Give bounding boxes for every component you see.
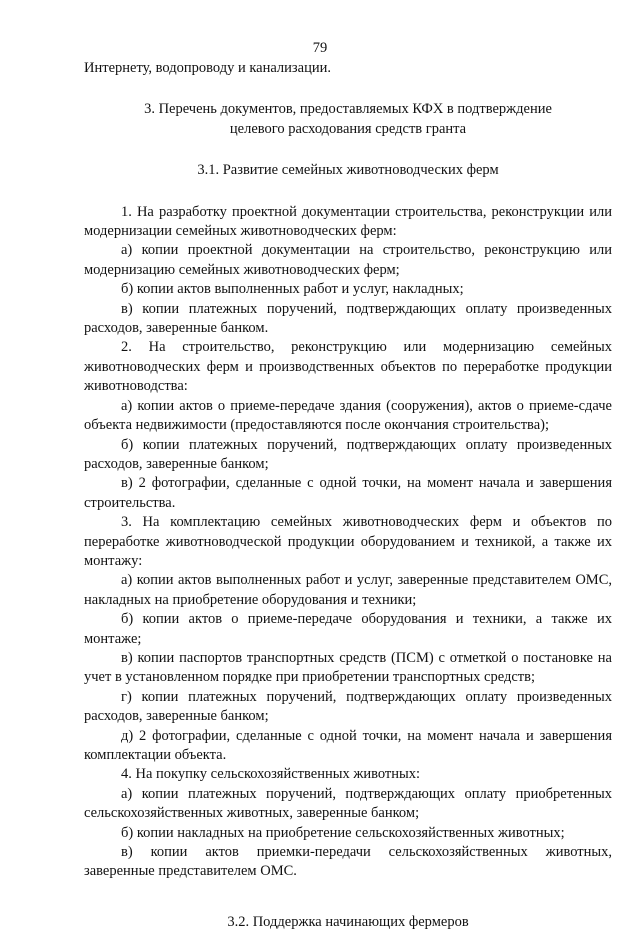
page-number: 79 — [312, 40, 328, 56]
paragraph: а) копии актов о приеме-передаче здания (сооружения), актов о приеме-сдаче объекта недвижимости (предоставляются после окончания строительства); — [84, 397, 612, 434]
subsection-heading-3-1: 3.1. Развитие семейных животноводческих ферм — [197, 162, 499, 179]
paragraph: б) копии накладных на приобретение сельскохозяйственных животных; — [121, 824, 565, 841]
paragraph: в) 2 фотографии, сделанные с одной точки, на момент начала и завершения строительства. — [84, 475, 612, 511]
section-heading-line-1: 3. Перечень документов, предоставляемых КФХ в подтверждение — [144, 101, 552, 118]
paragraph: в) копии платежных поручений, подтверждающих оплату произведенных расходов, заверенные банком. — [84, 300, 612, 337]
intro-line: Интернету, водопроводу и канализации. — [84, 60, 331, 76]
paragraph: г) копии платежных поручений, подтверждающих оплату произведенных расходов, заверенные банком; — [84, 688, 612, 725]
paragraph: б) копии актов о приеме-передаче оборудования и техники, а также их монтаже; — [84, 611, 612, 647]
paragraph: в) копии паспортов транспортных средств (ПСМ) с отметкой о постановке на учет в установленном порядке при приобретении транспортных средств; — [84, 649, 612, 686]
page-content — [84, 59, 612, 932]
paragraph: д) 2 фотографии, сделанные с одной точки, на момент начала и завершения комплектации объекта. — [84, 727, 612, 763]
paragraph: 1. На разработку проектной документации строительства, реконструкции или модернизации семейных животноводческих ферм: — [84, 203, 612, 240]
section-heading-line-2: целевого расходования средств гранта — [229, 120, 467, 137]
paragraph: 4. На покупку сельскохозяйственных животных: — [121, 766, 421, 783]
paragraph: 2. На строительство, реконструкцию или модернизацию семейных животноводческих ферм и производственных объектов по переработке продукции животноводства: — [84, 339, 612, 395]
paragraph: в) копии актов приемки-передачи сельскохозяйственных животных, заверенные представителем ОМС. — [84, 844, 612, 880]
section-heading — [84, 100, 612, 139]
paragraph: б) копии платежных поручений, подтверждающих оплату произведенных расходов, заверенные банком; — [84, 436, 612, 472]
paragraph: 3. На комплектацию семейных животноводческих ферм и объектов по переработке животноводческой продукции оборудованием и техникой, а также их монтажу: — [84, 514, 612, 569]
paragraph: а) копии актов выполненных работ и услуг, заверенные представителем ОМС, накладных на приобретение оборудования и техники; — [84, 572, 612, 608]
paragraph: а) копии платежных поручений, подтверждающих оплату приобретенных сельскохозяйственных животных, заверенные банком; — [84, 785, 612, 822]
paragraph: б) копии актов выполненных работ и услуг, накладных; — [121, 281, 464, 298]
subsection-heading-3-2: 3.2. Поддержка начинающих фермеров — [227, 913, 469, 930]
paragraph: а) копии проектной документации на строительство, реконструкцию или модернизацию семейных животноводческих ферм; — [84, 242, 612, 278]
